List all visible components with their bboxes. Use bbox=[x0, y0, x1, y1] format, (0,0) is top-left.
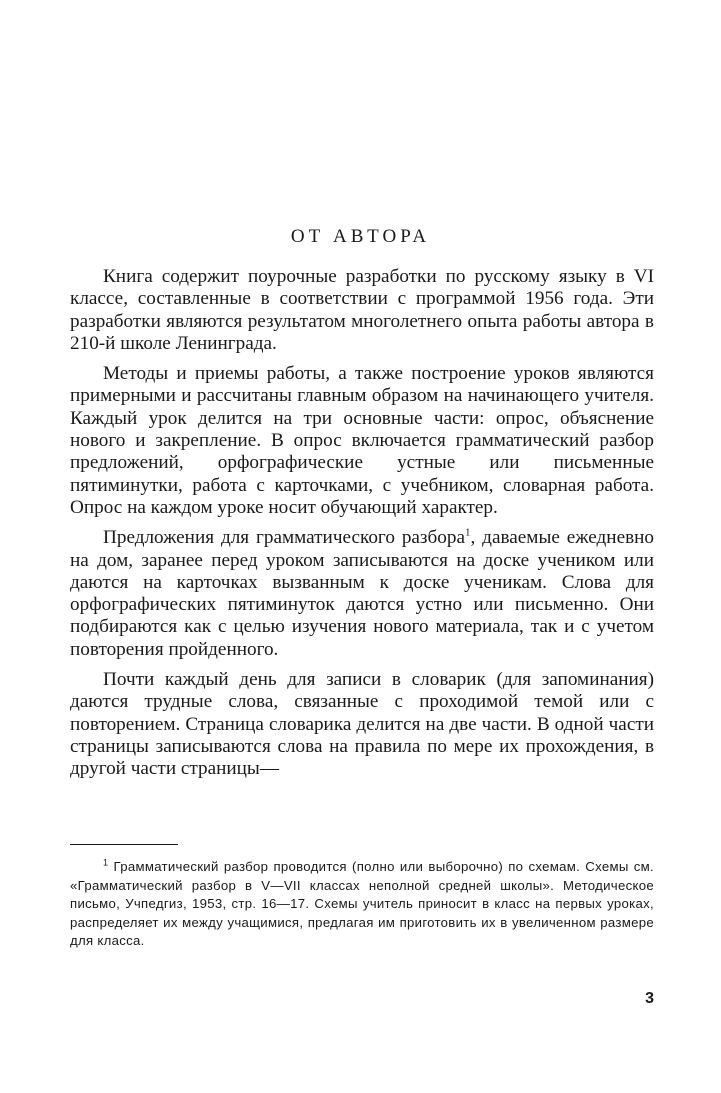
paragraph-4: Почти каждый день для записи в словарик (для запоминания) даются трудные слова, связанные с проходимой темой или с повторением. Страница словарика делится на две части. В одной части страницы записываются слова на правила по мере их прохождения, в другой части страницы— bbox=[70, 669, 654, 780]
footnote-text: Грамматический разбор проводится (полно или выборочно) по схемам. Схемы см. «Грамматический разбор в V—VII классах неполной средней школы». Методическое письмо, Учпедгиз, 1953, стр. 16—17. Схемы учитель приносит в класс на первых уроках, распределяет их между учащимися, предлагая им приготовить их в увеличенном размере для класса. bbox=[70, 859, 654, 949]
paragraph-3-start: Предложения для грамматического разбора bbox=[103, 527, 465, 549]
paragraph-3 bbox=[70, 527, 654, 661]
paragraph-2: Методы и приемы работы, а также построение уроков являются примерными и рассчитаны главным образом на начинающего учителя. Каждый урок делится на три основные части: опрос, объяснение нового и закрепление. В опрос включается грамматический разбор предложений, орфографические устные или письменные пятиминутки, работа с карточками, с учебником, словарная работа. Опрос на каждом уроке носит обучающий характер. bbox=[70, 363, 654, 518]
paragraph-1: Книга содержит поурочные разработки по русскому языку в VI классе, составленные в соответствии с программой 1956 года. Эти разработки являются результатом многолетнего опыта работы автора в 210-й школе Ленинграда. bbox=[70, 266, 654, 354]
paragraph-3-end: , даваемые ежедневно на дом, заранее перед уроком записываются на доске учеником или даются на карточках вызванным к доске ученикам. Слова для орфографических пятиминуток даются устно или письменно. Они подбираются как с целью изучения нового материала, так и с учетом повторения пройденного. bbox=[70, 527, 655, 660]
page-title: ОТ АВТОРА bbox=[290, 226, 431, 247]
footnote-divider bbox=[70, 844, 178, 845]
footnote-marker: 1 bbox=[103, 857, 109, 868]
main-text bbox=[70, 266, 654, 789]
footnote bbox=[70, 858, 654, 951]
footnote-reference[interactable]: 1 bbox=[464, 526, 471, 539]
page-number: 3 bbox=[645, 990, 654, 1007]
